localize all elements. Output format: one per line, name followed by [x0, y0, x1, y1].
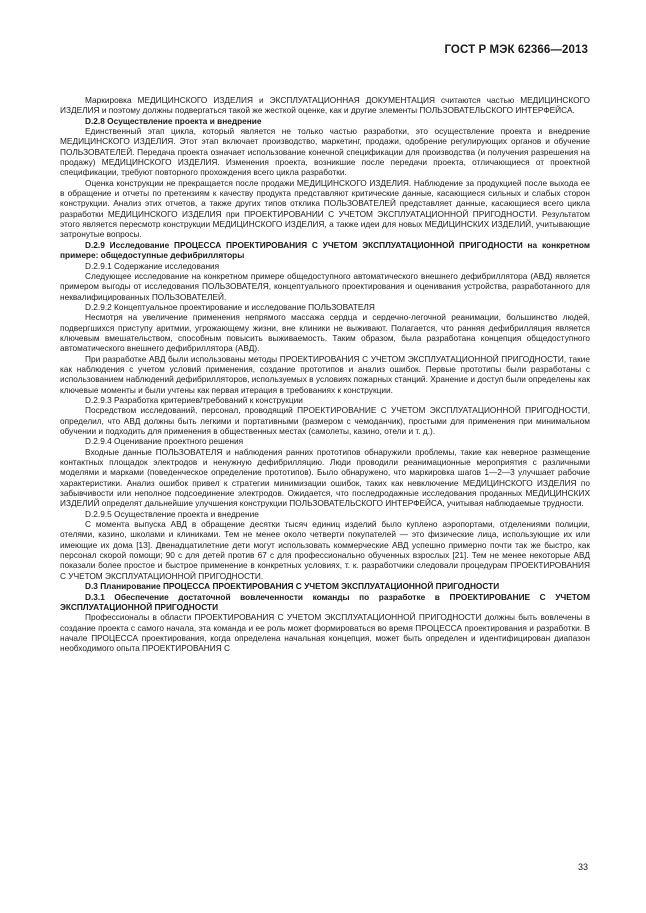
paragraph-team-involvement: Профессионалы в области ПРОЕКТИРОВАНИЯ С УЧЕТОМ ЭКСПЛУАТАЦИОННОЙ ПРИГОДНОСТИ должны быть вовлечены в создание проекта с самого начала, эта команда и ее роль может формироваться во время ПРОЦЕССА проектирования и разработки. В начале ПРОЦЕССА проектирования, когда определена начальная концепция, может быть определен и идентифицирован диапазон необходимого опыта ПРОЕКТИРОВАНИЯ С — [60, 612, 590, 654]
subsection-heading-d-2-9-2: D.2.9.2 Концептуальное проектирование и исследование ПОЛЬЗОВАТЕЛЯ — [85, 301, 375, 312]
paragraph-concept-design: Несмотря на увеличение применения непрямого массажа сердца и сердечно-легочной реанимации, большинство людей, подвергшихся приступу аритмии, угрожающему жизни, вне клиники не выживают. Полагается, что ранняя дефибрилляция является ключевым вмешательством, способным повысить выживаемость. Таким образом, была разработана концепция общедоступного автоматического внешнего дефибриллятора (АВД). — [60, 312, 590, 354]
paragraph-aed-release: С момента выпуска АВД в обращение десятки тысяч единиц изделий было куплено аэропортами, отделениями полиции, отелями, казино, школами и клиниками. Тем не менее около четверти покупателей — это физические лица, использующие их или имеющие их дома [13]. Двенадцатилетние дети могут использовать коммерческие АВД успешно примерно почти так же быстро, как персонал скорой помощи; 90 с для детей против 67 с для профессионально обученных взрослых [21]. Тем не менее некоторые АВД показали более простое и быстрое применение в конкретных условиях, т. к. разработчики следовали процедурам ПРОЕКТИРОВАНИЯ С УЧЕТОМ ЭКСПЛУАТАЦИОННОЙ ПРИГОДНОСТИ. — [60, 519, 590, 581]
paragraph-implementation: Единственный этап цикла, который является не только частью разработки, это осуществление проекта и внедрение МЕДИЦИНСКОГО ИЗДЕЛИЯ. Этот этап включает производство, маркетинг, продажи, одобрение регулирующих органов и обучение ПОЛЬЗОВАТЕЛЕЙ. Передача проекта означает использование конечной спецификации для производства (и получения разрешения на продажу) МЕДИЦИНСКОГО ИЗДЕЛИЯ. Изменения проекта, возникшие после передачи проекта, отличающиеся от проектной спецификации, требуют повторного прохождения всего цикла разработки. — [60, 126, 590, 178]
paragraph-aed-development: При разработке АВД были использованы методы ПРОЕКТИРОВАНИЯ С УЧЕТОМ ЭКСПЛУАТАЦИОННОЙ ПРИГОДНОСТИ, такие как наблюдения с учетом условий применения, создание прототипов и анализ ошибок. Первые прототипы были разработаны с использованием наблюдений дефибрилляторов, используемых в условиях пожарных станций. Хранение и доступ были определены как ключевые моменты и были учтены как первая итерация в требованиях к конструкции. — [60, 353, 590, 395]
paragraph-design-requirements: Посредством исследований, персонал, проводящий ПРОЕКТИРОВАНИЕ С УЧЕТОМ ЭКСПЛУАТАЦИОННОЙ ПРИГОДНОСТИ, определил, что АВД должны быть легкими и портативными (размером с чемоданчик), простыми для применения при минимальном обучении и подходить для применения в общественных местах (самолеты, казино, отели и т. д.). — [60, 405, 590, 436]
subsection-heading-d-2-9-3: D.2.9.3 Разработка критериев/требований к конструкции — [85, 394, 303, 405]
section-heading-d-3-1: D.3.1 Обеспечение достаточной вовлеченности команды по разработке в ПРОЕКТИРОВАНИЕ С УЧЕТОМ ЭКСПЛУАТАЦИОННОЙ ПРИГОДНОСТИ — [60, 591, 590, 612]
subsection-heading-d-2-9-4: D.2.9.4 Оценивание проектного решения — [85, 436, 244, 447]
subsection-heading-d-2-9-1: D.2.9.1 Содержание исследования — [85, 260, 220, 271]
paragraph-design-evaluation: Оценка конструкции не прекращается после продажи МЕДИЦИНСКОГО ИЗДЕЛИЯ. Наблюдение за продукцией после выхода ее в обращение и отчеты по претензиям к качеству продукта представляют критические данные, касающиеся сильных и слабых сторон конструкции. Анализ этих отчетов, а также других типов отклика ПОЛЬЗОВАТЕЛЕЙ представляет данные, касающиеся всего цикла разработки МЕДИЦИНСКОГО ИЗДЕЛИЯ при ПРОЕКТИРОВАНИИ С УЧЕТОМ ЭКСПЛУАТАЦИОННОЙ ПРИГОДНОСТИ. Результатом этого является пересмотр конструкции МЕДИЦИНСКОГО ИЗДЕЛИЯ, а также идеи для новых МЕДИЦИНСКИХ ИЗДЕЛИЙ, учитывающие затронутые вопросы. — [60, 177, 590, 240]
section-heading-d-2-9: D.2.9 Исследование ПРОЦЕССА ПРОЕКТИРОВАНИЯ С УЧЕТОМ ЭКСПЛУАТАЦИОННОЙ ПРИГОДНОСТИ на конкретном примере: общедоступные дефибрилляторы — [60, 239, 590, 261]
standard-header: ГОСТ Р МЭК 62366—2013 — [444, 44, 588, 56]
paragraph-design-assessment: Входные данные ПОЛЬЗОВАТЕЛЯ и наблюдения ранних прототипов обнаружили проблемы, такие как неверное размещение контактных площадок электродов и ненужную дефибрилляцию. Люди проводили реанимационные мероприятия с различными моделями и марками (поведенческое определение прототипов). Было обнаружено, что маркировка шагов 1—2—3 улучшает рабочие характеристики. Анализ ошибок привел к стратегии минимизации ошибок, таких как невключение МЕДИЦИНСКОГО ИЗДЕЛИЯ по забывчивости или неполное подсоединение электродов. Ожидается, что последродажные исследования проданных МЕДИЦИНСКИХ ИЗДЕЛИЙ определят дальнейшие улучшения конструкции ПОЛЬЗОВАТЕЛЬСКОГО ИНТЕРФЕЙСА, учитывая наблюдаемые трудности. — [60, 446, 590, 509]
document-body — [60, 95, 590, 654]
page-number: 33 — [577, 862, 588, 872]
section-heading-d-3: D.3 Планирование ПРОЦЕССА ПРОЕКТИРОВАНИЯ С УЧЕТОМ ЭКСПЛУАТАЦИОННОЙ ПРИГОДНОСТИ — [85, 581, 500, 592]
paragraph-case-study-content: Следующее исследование на конкретном примере общедоступного автоматического внешнего дефибриллятора (АВД) является примером выгоды от исследования ПОЛЬЗОВАТЕЛЯ, концептуального проектирования и оценивания устройства, разработанного для неквалифицированных ПОЛЬЗОВАТЕЛЕЙ. — [60, 270, 590, 302]
section-heading-d-2-8: D.2.8 Осуществление проекта и внедрение — [85, 115, 262, 126]
paragraph-marking: Маркировка МЕДИЦИНСКОГО ИЗДЕЛИЯ и ЭКСПЛУАТАЦИОННАЯ ДОКУМЕНТАЦИЯ считаются частью МЕДИЦИНСКОГО ИЗДЕЛИЯ и поэтому должны подвергаться такой же жесткой оценке, как и другие элементы ПОЛЬЗОВАТЕЛЬСКОГО ИНТЕРФЕЙСА. — [60, 95, 590, 116]
subsection-heading-d-2-9-5: D.2.9.5 Осуществление проекта и внедрение — [85, 508, 259, 519]
